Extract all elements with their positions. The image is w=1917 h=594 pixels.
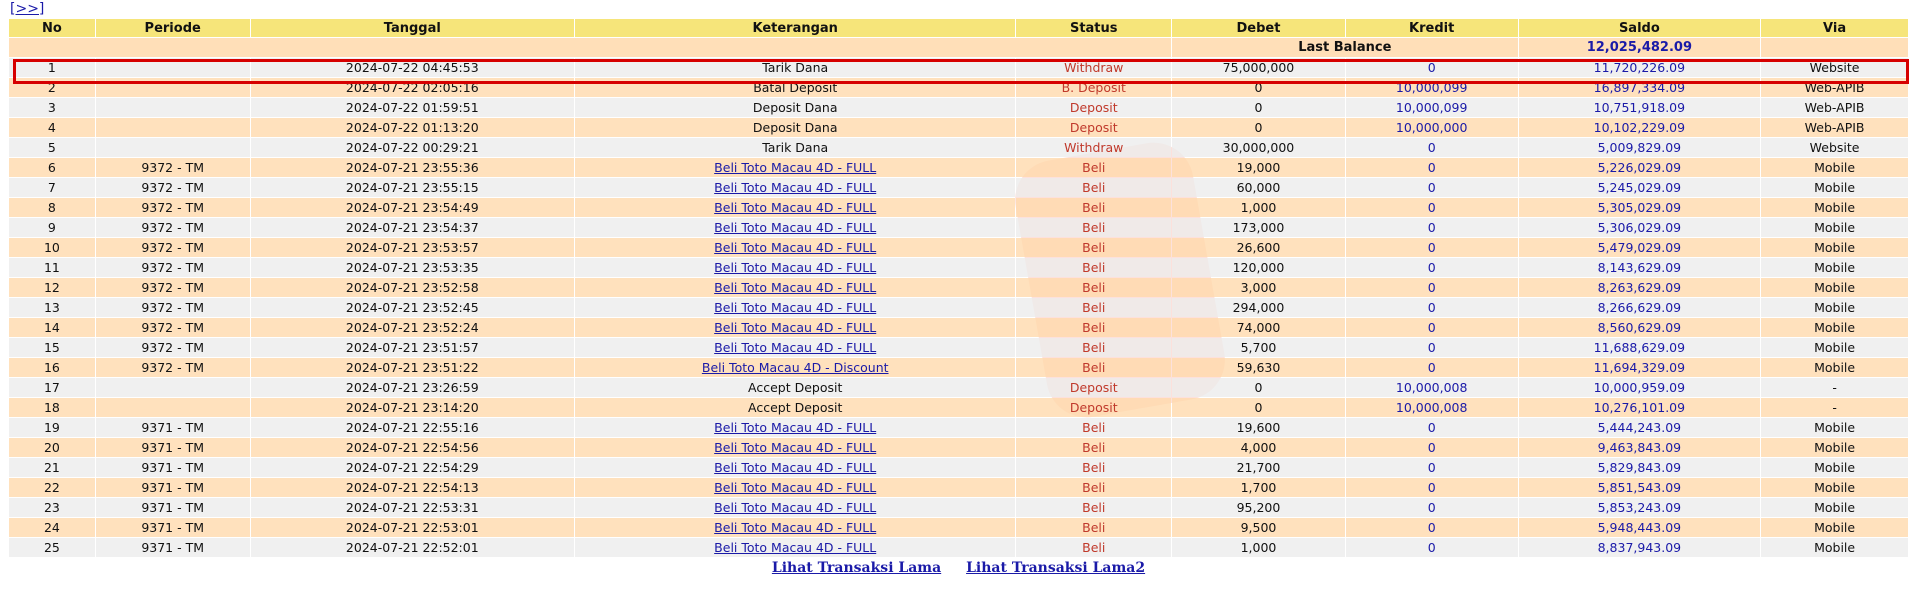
cell-saldo: 5,305,029.09 (1519, 198, 1761, 217)
cell-tanggal: 2024-07-21 23:54:37 (251, 218, 574, 237)
cell-status: Beli (1016, 238, 1171, 257)
table-row (9, 158, 1908, 177)
table-row (9, 298, 1908, 317)
cell-periode: 9371 - TM (96, 458, 250, 477)
cell-debet: 95,200 (1172, 498, 1345, 517)
table-row (9, 418, 1908, 437)
cell-no: 11 (9, 258, 95, 277)
cell-kredit: 0 (1346, 458, 1518, 477)
cell-kredit: 0 (1346, 218, 1518, 237)
cell-keterangan (575, 238, 1015, 257)
col-no: No (9, 19, 95, 37)
cell-tanggal: 2024-07-21 23:52:24 (251, 318, 574, 337)
cell-status: Beli (1016, 418, 1171, 437)
cell-status: Beli (1016, 278, 1171, 297)
cell-keterangan: Tarik Dana (575, 58, 1015, 77)
cell-kredit: 0 (1346, 498, 1518, 517)
cell-kredit: 0 (1346, 478, 1518, 497)
cell-debet: 60,000 (1172, 178, 1345, 197)
cell-periode: 9371 - TM (96, 438, 250, 457)
cell-no: 14 (9, 318, 95, 337)
cell-keterangan: Deposit Dana (575, 98, 1015, 117)
last-balance-value: 12,025,482.09 (1519, 38, 1761, 57)
cell-kredit: 0 (1346, 538, 1518, 557)
cell-no: 16 (9, 358, 95, 377)
cell-periode: 9372 - TM (96, 298, 250, 317)
old-transactions-link-2[interactable]: Lihat Transaksi Lama2 (966, 560, 1146, 576)
cell-kredit: 0 (1346, 338, 1518, 357)
cell-periode (96, 138, 250, 157)
table-row (9, 338, 1908, 357)
cell-periode (96, 398, 250, 417)
cell-tanggal: 2024-07-21 23:52:45 (251, 298, 574, 317)
table-row (9, 378, 1908, 397)
col-tanggal: Tanggal (251, 19, 574, 37)
cell-tanggal: 2024-07-22 04:45:53 (251, 58, 574, 77)
cell-no: 12 (9, 278, 95, 297)
cell-saldo: 11,688,629.09 (1519, 338, 1761, 357)
table-row (9, 98, 1908, 117)
cell-status: Deposit (1016, 118, 1171, 137)
col-kredit: Kredit (1346, 19, 1518, 37)
cell-kredit: 0 (1346, 438, 1518, 457)
cell-no: 19 (9, 418, 95, 437)
table-header-row (9, 19, 1908, 37)
transaction-detail-link[interactable]: Beli Toto Macau 4D - FULL (714, 500, 877, 515)
cell-keterangan (575, 438, 1015, 457)
cell-saldo: 8,263,629.09 (1519, 278, 1761, 297)
cell-via: Web-APIB (1761, 78, 1908, 97)
cell-saldo: 11,694,329.09 (1519, 358, 1761, 377)
cell-via: Website (1761, 138, 1908, 157)
col-saldo: Saldo (1519, 19, 1761, 37)
cell-debet: 5,700 (1172, 338, 1345, 357)
cell-status: Beli (1016, 218, 1171, 237)
cell-periode: 9372 - TM (96, 358, 250, 377)
cell-keterangan (575, 158, 1015, 177)
cell-tanggal: 2024-07-21 22:52:01 (251, 538, 574, 557)
cell-via: Mobile (1761, 478, 1908, 497)
cell-periode: 9372 - TM (96, 258, 250, 277)
cell-via: Mobile (1761, 318, 1908, 337)
table-row (9, 178, 1908, 197)
cell-periode: 9372 - TM (96, 278, 250, 297)
cell-periode (96, 58, 250, 77)
cell-periode: 9372 - TM (96, 158, 250, 177)
cell-no: 17 (9, 378, 95, 397)
cell-saldo: 16,897,334.09 (1519, 78, 1761, 97)
cell-no: 10 (9, 238, 95, 257)
cell-no: 23 (9, 498, 95, 517)
cell-keterangan: Deposit Dana (575, 118, 1015, 137)
cell-status: Withdraw (1016, 138, 1171, 157)
cell-periode: 9372 - TM (96, 238, 250, 257)
table-row (9, 78, 1908, 97)
table-row (9, 318, 1908, 337)
table-row (9, 258, 1908, 277)
cell-tanggal: 2024-07-21 23:51:22 (251, 358, 574, 377)
cell-keterangan (575, 218, 1015, 237)
cell-debet: 0 (1172, 398, 1345, 417)
cell-status: Beli (1016, 358, 1171, 377)
table-row (9, 358, 1908, 377)
cell-periode: 9372 - TM (96, 198, 250, 217)
cell-periode (96, 78, 250, 97)
cell-debet: 19,600 (1172, 418, 1345, 437)
cell-via: Mobile (1761, 158, 1908, 177)
cell-tanggal: 2024-07-22 02:05:16 (251, 78, 574, 97)
cell-saldo: 5,851,543.09 (1519, 478, 1761, 497)
cell-saldo: 10,751,918.09 (1519, 98, 1761, 117)
cell-via: Mobile (1761, 198, 1908, 217)
cell-saldo: 8,266,629.09 (1519, 298, 1761, 317)
cell-debet: 26,600 (1172, 238, 1345, 257)
cell-keterangan (575, 458, 1015, 477)
cell-no: 2 (9, 78, 95, 97)
cell-periode: 9371 - TM (96, 418, 250, 437)
cell-kredit: 0 (1346, 358, 1518, 377)
last-balance-label: Last Balance (1172, 38, 1517, 57)
table-row (9, 458, 1908, 477)
cell-kredit: 0 (1346, 58, 1518, 77)
cell-tanggal: 2024-07-21 22:54:56 (251, 438, 574, 457)
transaction-detail-link[interactable]: Beli Toto Macau 4D - FULL (714, 420, 877, 435)
cell-tanggal: 2024-07-21 23:55:36 (251, 158, 574, 177)
cell-tanggal: 2024-07-21 23:52:58 (251, 278, 574, 297)
cell-debet: 75,000,000 (1172, 58, 1345, 77)
table-row (9, 138, 1908, 157)
cell-keterangan (575, 278, 1015, 297)
cell-keterangan (575, 418, 1015, 437)
cell-status: Beli (1016, 158, 1171, 177)
cell-saldo: 5,948,443.09 (1519, 518, 1761, 537)
cell-via: Mobile (1761, 358, 1908, 377)
transaction-detail-link[interactable]: Beli Toto Macau 4D - FULL (714, 440, 877, 455)
cell-saldo: 5,009,829.09 (1519, 138, 1761, 157)
cell-via: Mobile (1761, 498, 1908, 517)
cell-kredit: 10,000,008 (1346, 378, 1518, 397)
cell-tanggal: 2024-07-21 23:53:57 (251, 238, 574, 257)
cell-status: Deposit (1016, 378, 1171, 397)
cell-keterangan (575, 178, 1015, 197)
cell-saldo: 11,720,226.09 (1519, 58, 1761, 77)
cell-kredit: 0 (1346, 318, 1518, 337)
cell-tanggal: 2024-07-21 23:53:35 (251, 258, 574, 277)
col-status: Status (1016, 19, 1171, 37)
cell-keterangan (575, 258, 1015, 277)
transaction-detail-link[interactable]: Beli Toto Macau 4D - FULL (714, 260, 877, 275)
cell-no: 3 (9, 98, 95, 117)
cell-via: Mobile (1761, 518, 1908, 537)
cell-saldo: 8,143,629.09 (1519, 258, 1761, 277)
cell-tanggal: 2024-07-21 23:55:15 (251, 178, 574, 197)
cell-no: 6 (9, 158, 95, 177)
transaction-detail-link[interactable]: Beli Toto Macau 4D - Discount (701, 360, 889, 375)
cell-no: 7 (9, 178, 95, 197)
cell-tanggal: 2024-07-21 22:53:01 (251, 518, 574, 537)
cell-keterangan (575, 358, 1015, 377)
cell-via: - (1761, 398, 1908, 417)
cell-via: Mobile (1761, 458, 1908, 477)
transaction-detail-link[interactable]: Beli Toto Macau 4D - FULL (714, 480, 877, 495)
cell-status: Deposit (1016, 98, 1171, 117)
cell-keterangan: Accept Deposit (575, 398, 1015, 417)
cell-kredit: 10,000,099 (1346, 78, 1518, 97)
cell-kredit: 0 (1346, 298, 1518, 317)
col-keterangan: Keterangan (575, 19, 1015, 37)
table-row (9, 58, 1908, 77)
cell-saldo: 10,276,101.09 (1519, 398, 1761, 417)
pagination-nav (10, 1, 44, 17)
cell-no: 15 (9, 338, 95, 357)
table-row (9, 478, 1908, 497)
cell-kredit: 0 (1346, 258, 1518, 277)
cell-kredit: 0 (1346, 178, 1518, 197)
transaction-detail-link[interactable]: Beli Toto Macau 4D - FULL (714, 280, 877, 295)
cell-saldo: 5,245,029.09 (1519, 178, 1761, 197)
cell-saldo: 10,000,959.09 (1519, 378, 1761, 397)
cell-via: Mobile (1761, 278, 1908, 297)
table-row (9, 438, 1908, 457)
cell-no: 13 (9, 298, 95, 317)
transaction-detail-link[interactable]: Beli Toto Macau 4D - FULL (714, 220, 877, 235)
cell-status: Beli (1016, 478, 1171, 497)
cell-periode: 9371 - TM (96, 478, 250, 497)
cell-kredit: 10,000,000 (1346, 118, 1518, 137)
cell-kredit: 10,000,008 (1346, 398, 1518, 417)
cell-periode: 9372 - TM (96, 218, 250, 237)
cell-via: Mobile (1761, 298, 1908, 317)
cell-kredit: 0 (1346, 278, 1518, 297)
cell-debet: 120,000 (1172, 258, 1345, 277)
cell-no: 25 (9, 538, 95, 557)
cell-debet: 59,630 (1172, 358, 1345, 377)
table-row (9, 198, 1908, 217)
cell-tanggal: 2024-07-21 23:51:57 (251, 338, 574, 357)
cell-kredit: 0 (1346, 518, 1518, 537)
cell-keterangan (575, 338, 1015, 357)
cell-debet: 1,000 (1172, 198, 1345, 217)
cell-saldo: 5,853,243.09 (1519, 498, 1761, 517)
cell-kredit: 0 (1346, 158, 1518, 177)
cell-via: Mobile (1761, 438, 1908, 457)
cell-status: B. Deposit (1016, 78, 1171, 97)
cell-saldo: 9,463,843.09 (1519, 438, 1761, 457)
table-row (9, 278, 1908, 297)
cell-no: 24 (9, 518, 95, 537)
next-page-link[interactable]: [>>] (10, 1, 45, 17)
cell-kredit: 10,000,099 (1346, 98, 1518, 117)
cell-debet: 0 (1172, 98, 1345, 117)
cell-periode: 9371 - TM (96, 538, 250, 557)
cell-debet: 173,000 (1172, 218, 1345, 237)
cell-debet: 21,700 (1172, 458, 1345, 477)
cell-saldo: 5,226,029.09 (1519, 158, 1761, 177)
table-row (9, 398, 1908, 417)
cell-no: 4 (9, 118, 95, 137)
cell-saldo: 10,102,229.09 (1519, 118, 1761, 137)
transaction-detail-link[interactable]: Beli Toto Macau 4D - FULL (714, 520, 877, 535)
cell-debet: 3,000 (1172, 278, 1345, 297)
cell-status: Beli (1016, 438, 1171, 457)
cell-keterangan (575, 478, 1015, 497)
cell-debet: 294,000 (1172, 298, 1345, 317)
cell-tanggal: 2024-07-21 22:54:29 (251, 458, 574, 477)
last-balance-row (9, 38, 1908, 57)
cell-no: 22 (9, 478, 95, 497)
cell-debet: 1,000 (1172, 538, 1345, 557)
cell-keterangan (575, 538, 1015, 557)
cell-debet: 0 (1172, 118, 1345, 137)
transaction-table (8, 18, 1909, 558)
cell-periode (96, 98, 250, 117)
cell-status: Beli (1016, 298, 1171, 317)
transaction-detail-link[interactable]: Beli Toto Macau 4D - FULL (714, 180, 877, 195)
cell-status: Beli (1016, 318, 1171, 337)
cell-keterangan (575, 498, 1015, 517)
cell-kredit: 0 (1346, 198, 1518, 217)
transaction-detail-link[interactable]: Beli Toto Macau 4D - FULL (714, 320, 877, 335)
cell-debet: 74,000 (1172, 318, 1345, 337)
cell-via: Mobile (1761, 258, 1908, 277)
transaction-detail-link[interactable]: Beli Toto Macau 4D - FULL (714, 240, 877, 255)
cell-keterangan: Batal Deposit (575, 78, 1015, 97)
cell-via: Mobile (1761, 218, 1908, 237)
table-row (9, 238, 1908, 257)
cell-tanggal: 2024-07-21 22:53:31 (251, 498, 574, 517)
cell-keterangan (575, 318, 1015, 337)
cell-no: 20 (9, 438, 95, 457)
cell-no: 1 (9, 58, 95, 77)
cell-tanggal: 2024-07-21 23:14:20 (251, 398, 574, 417)
cell-status: Beli (1016, 458, 1171, 477)
cell-periode: 9371 - TM (96, 518, 250, 537)
cell-kredit: 0 (1346, 418, 1518, 437)
cell-tanggal: 2024-07-21 22:55:16 (251, 418, 574, 437)
cell-debet: 30,000,000 (1172, 138, 1345, 157)
cell-status: Beli (1016, 178, 1171, 197)
cell-tanggal: 2024-07-21 23:26:59 (251, 378, 574, 397)
cell-saldo: 5,829,843.09 (1519, 458, 1761, 477)
cell-periode (96, 118, 250, 137)
cell-no: 5 (9, 138, 95, 157)
cell-debet: 0 (1172, 78, 1345, 97)
cell-keterangan (575, 298, 1015, 317)
col-debet: Debet (1172, 19, 1345, 37)
table-row (9, 498, 1908, 517)
cell-keterangan (575, 518, 1015, 537)
table-row (9, 218, 1908, 237)
cell-saldo: 8,837,943.09 (1519, 538, 1761, 557)
cell-via: Web-APIB (1761, 98, 1908, 117)
cell-periode: 9372 - TM (96, 338, 250, 357)
cell-status: Beli (1016, 258, 1171, 277)
cell-via: - (1761, 378, 1908, 397)
cell-keterangan: Accept Deposit (575, 378, 1015, 397)
col-via: Via (1761, 19, 1908, 37)
transaction-detail-link[interactable]: Beli Toto Macau 4D - FULL (714, 460, 877, 475)
cell-kredit: 0 (1346, 138, 1518, 157)
transaction-detail-link[interactable]: Beli Toto Macau 4D - FULL (714, 340, 877, 355)
cell-no: 8 (9, 198, 95, 217)
table-row (9, 118, 1908, 137)
cell-via: Web-APIB (1761, 118, 1908, 137)
cell-status: Deposit (1016, 398, 1171, 417)
cell-periode (96, 378, 250, 397)
transaction-detail-link[interactable]: Beli Toto Macau 4D - FULL (714, 300, 877, 315)
cell-tanggal: 2024-07-21 22:54:13 (251, 478, 574, 497)
old-transactions-link[interactable]: Lihat Transaksi Lama (771, 560, 942, 576)
cell-keterangan: Tarik Dana (575, 138, 1015, 157)
cell-no: 21 (9, 458, 95, 477)
cell-tanggal: 2024-07-22 00:29:21 (251, 138, 574, 157)
cell-kredit: 0 (1346, 238, 1518, 257)
footer-links (0, 560, 1917, 576)
transaction-detail-link[interactable]: Beli Toto Macau 4D - FULL (714, 200, 877, 215)
cell-via: Mobile (1761, 238, 1908, 257)
cell-periode: 9372 - TM (96, 318, 250, 337)
cell-debet: 0 (1172, 378, 1345, 397)
cell-status: Beli (1016, 538, 1171, 557)
cell-status: Beli (1016, 518, 1171, 537)
cell-saldo: 5,479,029.09 (1519, 238, 1761, 257)
cell-periode: 9372 - TM (96, 178, 250, 197)
cell-status: Beli (1016, 338, 1171, 357)
cell-debet: 9,500 (1172, 518, 1345, 537)
cell-debet: 1,700 (1172, 478, 1345, 497)
cell-via: Mobile (1761, 178, 1908, 197)
cell-status: Beli (1016, 198, 1171, 217)
cell-via: Mobile (1761, 418, 1908, 437)
cell-debet: 4,000 (1172, 438, 1345, 457)
cell-saldo: 5,444,243.09 (1519, 418, 1761, 437)
cell-status: Withdraw (1016, 58, 1171, 77)
cell-tanggal: 2024-07-22 01:59:51 (251, 98, 574, 117)
cell-tanggal: 2024-07-21 23:54:49 (251, 198, 574, 217)
col-periode: Periode (96, 19, 250, 37)
cell-periode: 9371 - TM (96, 498, 250, 517)
cell-status: Beli (1016, 498, 1171, 517)
cell-saldo: 8,560,629.09 (1519, 318, 1761, 337)
cell-via: Mobile (1761, 538, 1908, 557)
cell-via: Website (1761, 58, 1908, 77)
cell-saldo: 5,306,029.09 (1519, 218, 1761, 237)
cell-no: 9 (9, 218, 95, 237)
cell-via: Mobile (1761, 338, 1908, 357)
cell-no: 18 (9, 398, 95, 417)
table-row (9, 538, 1908, 557)
cell-tanggal: 2024-07-22 01:13:20 (251, 118, 574, 137)
table-row (9, 518, 1908, 537)
cell-keterangan (575, 198, 1015, 217)
transaction-detail-link[interactable]: Beli Toto Macau 4D - FULL (714, 160, 877, 175)
cell-debet: 19,000 (1172, 158, 1345, 177)
transaction-detail-link[interactable]: Beli Toto Macau 4D - FULL (714, 540, 877, 555)
